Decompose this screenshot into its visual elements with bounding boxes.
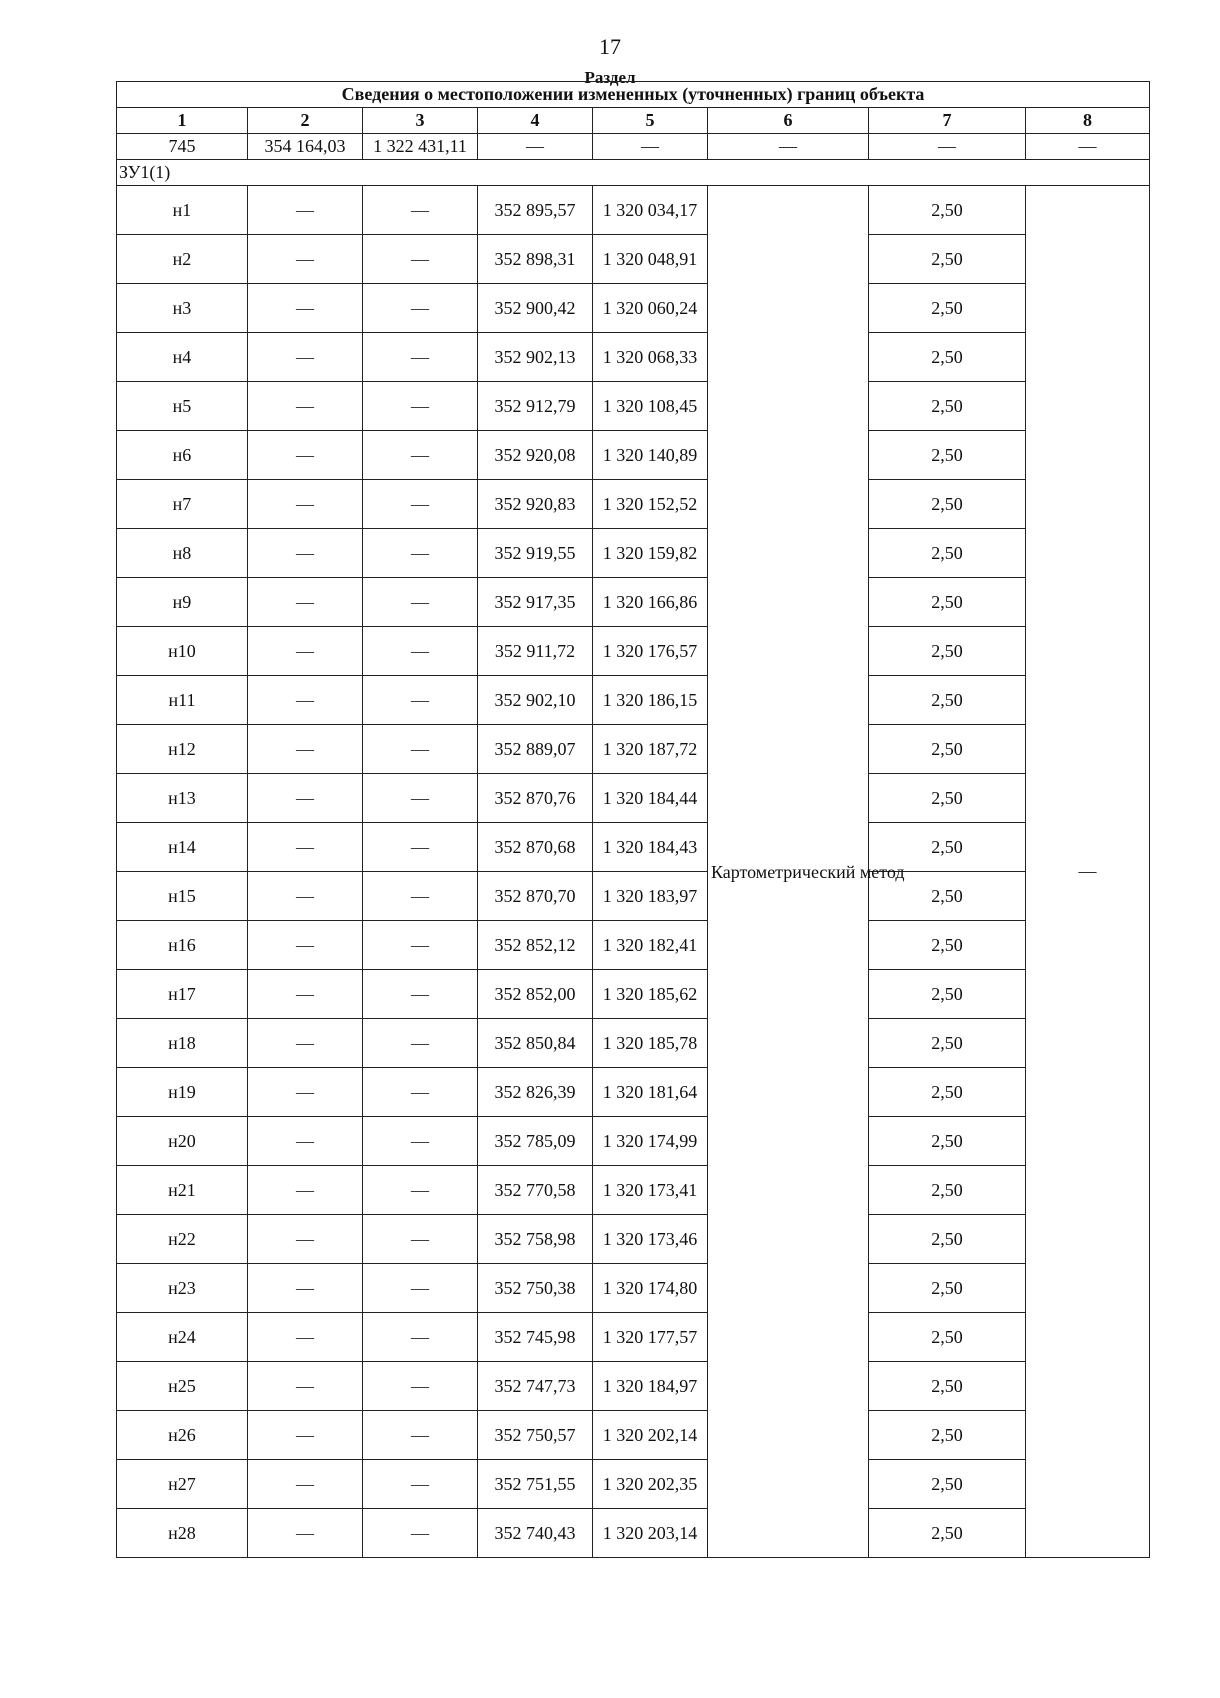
parcel-label: ЗУ1(1) — [117, 160, 1150, 186]
table-row — [117, 970, 1150, 1019]
accuracy-cell: 2,50 — [869, 970, 1026, 1019]
coord-y-cell: 1 320 181,64 — [593, 1068, 708, 1117]
old-x-cell: — — [248, 970, 363, 1019]
old-x-cell: — — [248, 480, 363, 529]
coord-y-cell: 1 320 184,43 — [593, 823, 708, 872]
old-x-cell: — — [248, 1362, 363, 1411]
old-x-cell: — — [248, 1313, 363, 1362]
old-y-cell: — — [363, 1460, 478, 1509]
accuracy-cell: 2,50 — [869, 1313, 1026, 1362]
coord-x-cell: 352 900,42 — [478, 284, 593, 333]
accuracy-cell: 2,50 — [869, 284, 1026, 333]
coord-y-cell: 1 320 060,24 — [593, 284, 708, 333]
table-cell: — — [478, 134, 593, 160]
old-x-cell: — — [248, 333, 363, 382]
table-row — [117, 872, 1150, 921]
coord-x-cell: 352 785,09 — [478, 1117, 593, 1166]
coord-y-cell: 1 320 187,72 — [593, 725, 708, 774]
old-y-cell: — — [363, 529, 478, 578]
table-row — [117, 1166, 1150, 1215]
table-row — [117, 1362, 1150, 1411]
old-x-cell: — — [248, 774, 363, 823]
old-y-cell: — — [363, 676, 478, 725]
point-name-cell: н18 — [117, 1019, 248, 1068]
old-y-cell: — — [363, 1313, 478, 1362]
point-name-cell: н17 — [117, 970, 248, 1019]
table-row — [117, 1117, 1150, 1166]
coord-x-cell: 352 902,10 — [478, 676, 593, 725]
old-x-cell: — — [248, 1068, 363, 1117]
accuracy-cell: 2,50 — [869, 1362, 1026, 1411]
section-heading-cut: Раздел — [584, 68, 636, 87]
table-row — [117, 1068, 1150, 1117]
old-x-cell: — — [248, 529, 363, 578]
old-y-cell: — — [363, 921, 478, 970]
coord-y-cell: 1 320 159,82 — [593, 529, 708, 578]
table-caption-row — [117, 82, 1150, 108]
table-row — [117, 235, 1150, 284]
table-cell: — — [708, 134, 869, 160]
table-row — [117, 1019, 1150, 1068]
point-name-cell: н3 — [117, 284, 248, 333]
old-y-cell: — — [363, 578, 478, 627]
coord-y-cell: 1 320 176,57 — [593, 627, 708, 676]
point-name-cell: н13 — [117, 774, 248, 823]
accuracy-cell: 2,50 — [869, 774, 1026, 823]
accuracy-cell: 2,50 — [869, 725, 1026, 774]
old-y-cell: — — [363, 235, 478, 284]
accuracy-cell: 2,50 — [869, 578, 1026, 627]
old-x-cell: — — [248, 1117, 363, 1166]
accuracy-cell: 2,50 — [869, 480, 1026, 529]
column-number: 5 — [593, 108, 708, 134]
coord-x-cell: 352 917,35 — [478, 578, 593, 627]
point-name-cell: н4 — [117, 333, 248, 382]
table-row — [117, 774, 1150, 823]
table-row — [117, 1509, 1150, 1558]
old-y-cell: — — [363, 1264, 478, 1313]
old-y-cell: — — [363, 1362, 478, 1411]
coord-y-cell: 1 320 166,86 — [593, 578, 708, 627]
coord-x-cell: 352 911,72 — [478, 627, 593, 676]
old-x-cell: — — [248, 1509, 363, 1558]
column-number: 3 — [363, 108, 478, 134]
table-row — [117, 480, 1150, 529]
point-name-cell: н25 — [117, 1362, 248, 1411]
old-y-cell: — — [363, 1117, 478, 1166]
table-row — [117, 333, 1150, 382]
column-number: 7 — [869, 108, 1026, 134]
old-x-cell: — — [248, 1215, 363, 1264]
accuracy-cell: 2,50 — [869, 921, 1026, 970]
coord-y-cell: 1 320 185,62 — [593, 970, 708, 1019]
table-cell: — — [869, 134, 1026, 160]
table-cell: — — [593, 134, 708, 160]
coord-y-cell: 1 320 173,46 — [593, 1215, 708, 1264]
coord-y-cell: 1 320 177,57 — [593, 1313, 708, 1362]
coord-y-cell: 1 320 174,80 — [593, 1264, 708, 1313]
old-y-cell: — — [363, 1411, 478, 1460]
point-name-cell: н20 — [117, 1117, 248, 1166]
old-y-cell: — — [363, 333, 478, 382]
point-name-cell: н9 — [117, 578, 248, 627]
old-y-cell: — — [363, 431, 478, 480]
point-name-cell: н19 — [117, 1068, 248, 1117]
table-cell: — — [1026, 134, 1150, 160]
column-8-cell: — — [1026, 186, 1150, 1558]
accuracy-cell: 2,50 — [869, 1264, 1026, 1313]
old-y-cell: — — [363, 284, 478, 333]
column-number: 2 — [248, 108, 363, 134]
accuracy-cell: 2,50 — [869, 1460, 1026, 1509]
point-name-cell: н12 — [117, 725, 248, 774]
table-row — [117, 921, 1150, 970]
column-number: 1 — [117, 108, 248, 134]
coord-x-cell: 352 912,79 — [478, 382, 593, 431]
table-row — [117, 823, 1150, 872]
old-y-cell: — — [363, 1509, 478, 1558]
old-x-cell: — — [248, 431, 363, 480]
old-x-cell: — — [248, 823, 363, 872]
point-name-cell: н22 — [117, 1215, 248, 1264]
coord-x-cell: 352 870,76 — [478, 774, 593, 823]
coord-x-cell: 352 870,68 — [478, 823, 593, 872]
accuracy-cell: 2,50 — [869, 333, 1026, 382]
table-row — [117, 676, 1150, 725]
coord-x-cell: 352 750,57 — [478, 1411, 593, 1460]
coord-y-cell: 1 320 034,17 — [593, 186, 708, 235]
old-y-cell: — — [363, 774, 478, 823]
point-name-cell: н14 — [117, 823, 248, 872]
coord-x-cell: 352 920,83 — [478, 480, 593, 529]
point-name-cell: н16 — [117, 921, 248, 970]
old-y-cell: — — [363, 823, 478, 872]
accuracy-cell: 2,50 — [869, 1068, 1026, 1117]
accuracy-cell: 2,50 — [869, 872, 1026, 921]
coord-x-cell: 352 889,07 — [478, 725, 593, 774]
table-row — [117, 186, 1150, 235]
coord-x-cell: 352 758,98 — [478, 1215, 593, 1264]
accuracy-cell: 2,50 — [869, 1019, 1026, 1068]
coord-x-cell: 352 852,12 — [478, 921, 593, 970]
coord-x-cell: 352 770,58 — [478, 1166, 593, 1215]
point-name-cell: н26 — [117, 1411, 248, 1460]
old-x-cell: — — [248, 1264, 363, 1313]
column-number: 4 — [478, 108, 593, 134]
coord-y-cell: 1 320 174,99 — [593, 1117, 708, 1166]
old-x-cell: — — [248, 676, 363, 725]
coord-x-cell: 352 902,13 — [478, 333, 593, 382]
coord-y-cell: 1 320 140,89 — [593, 431, 708, 480]
table-row — [117, 1215, 1150, 1264]
coord-x-cell: 352 920,08 — [478, 431, 593, 480]
coord-x-cell: 352 870,70 — [478, 872, 593, 921]
old-x-cell: — — [248, 1166, 363, 1215]
old-y-cell: — — [363, 970, 478, 1019]
old-x-cell: — — [248, 1460, 363, 1509]
accuracy-cell: 2,50 — [869, 1166, 1026, 1215]
old-x-cell: — — [248, 627, 363, 676]
table-row — [117, 284, 1150, 333]
coord-x-cell: 352 747,73 — [478, 1362, 593, 1411]
accuracy-cell: 2,50 — [869, 382, 1026, 431]
accuracy-cell: 2,50 — [869, 627, 1026, 676]
table-row — [117, 382, 1150, 431]
coord-y-cell: 1 320 186,15 — [593, 676, 708, 725]
old-x-cell: — — [248, 1411, 363, 1460]
table-row — [117, 627, 1150, 676]
accuracy-cell: 2,50 — [869, 529, 1026, 578]
coord-x-cell: 352 850,84 — [478, 1019, 593, 1068]
table-cell: 745 — [117, 134, 248, 160]
accuracy-cell: 2,50 — [869, 823, 1026, 872]
column-number-row — [117, 108, 1150, 134]
coord-y-cell: 1 320 184,44 — [593, 774, 708, 823]
old-y-cell: — — [363, 872, 478, 921]
table-row — [117, 1460, 1150, 1509]
old-y-cell: — — [363, 186, 478, 235]
old-y-cell: — — [363, 382, 478, 431]
point-name-cell: н11 — [117, 676, 248, 725]
table-row — [117, 1264, 1150, 1313]
coord-y-cell: 1 320 202,14 — [593, 1411, 708, 1460]
coord-y-cell: 1 320 202,35 — [593, 1460, 708, 1509]
point-name-cell: н28 — [117, 1509, 248, 1558]
coord-x-cell: 352 895,57 — [478, 186, 593, 235]
old-x-cell: — — [248, 921, 363, 970]
old-x-cell: — — [248, 872, 363, 921]
table-row — [117, 1411, 1150, 1460]
coord-x-cell: 352 919,55 — [478, 529, 593, 578]
table-row — [117, 578, 1150, 627]
previous-point-row — [117, 134, 1150, 160]
point-name-cell: н7 — [117, 480, 248, 529]
point-name-cell: н5 — [117, 382, 248, 431]
old-y-cell: — — [363, 1019, 478, 1068]
table-cell: 354 164,03 — [248, 134, 363, 160]
coord-y-cell: 1 320 182,41 — [593, 921, 708, 970]
accuracy-cell: 2,50 — [869, 676, 1026, 725]
accuracy-cell: 2,50 — [869, 1509, 1026, 1558]
accuracy-cell: 2,50 — [869, 1117, 1026, 1166]
coord-y-cell: 1 320 173,41 — [593, 1166, 708, 1215]
coord-y-cell: 1 320 108,45 — [593, 382, 708, 431]
table-cell: 1 322 431,11 — [363, 134, 478, 160]
coord-x-cell: 352 751,55 — [478, 1460, 593, 1509]
point-name-cell: н21 — [117, 1166, 248, 1215]
old-y-cell: — — [363, 627, 478, 676]
coord-y-cell: 1 320 152,52 — [593, 480, 708, 529]
method-cell: Картометрический метод — [708, 186, 869, 1558]
boundary-table — [116, 81, 1150, 1558]
table-row — [117, 431, 1150, 480]
coord-y-cell: 1 320 048,91 — [593, 235, 708, 284]
page-number: 17 — [599, 34, 621, 59]
accuracy-cell: 2,50 — [869, 186, 1026, 235]
old-x-cell: — — [248, 578, 363, 627]
coord-x-cell: 352 852,00 — [478, 970, 593, 1019]
point-name-cell: н8 — [117, 529, 248, 578]
old-y-cell: — — [363, 725, 478, 774]
accuracy-cell: 2,50 — [869, 235, 1026, 284]
old-y-cell: — — [363, 1068, 478, 1117]
accuracy-cell: 2,50 — [869, 431, 1026, 480]
coord-y-cell: 1 320 184,97 — [593, 1362, 708, 1411]
point-name-cell: н24 — [117, 1313, 248, 1362]
table-row — [117, 725, 1150, 774]
coord-y-cell: 1 320 203,14 — [593, 1509, 708, 1558]
accuracy-cell: 2,50 — [869, 1411, 1026, 1460]
column-number: 6 — [708, 108, 869, 134]
old-y-cell: — — [363, 1166, 478, 1215]
parcel-group-row — [117, 160, 1150, 186]
coord-y-cell: 1 320 183,97 — [593, 872, 708, 921]
old-x-cell: — — [248, 284, 363, 333]
coord-x-cell: 352 745,98 — [478, 1313, 593, 1362]
table-row — [117, 1313, 1150, 1362]
point-name-cell: н27 — [117, 1460, 248, 1509]
point-name-cell: н1 — [117, 186, 248, 235]
table-caption: Сведения о местоположении измененных (уточненных) границ объекта — [117, 82, 1150, 108]
coord-x-cell: 352 750,38 — [478, 1264, 593, 1313]
coord-y-cell: 1 320 185,78 — [593, 1019, 708, 1068]
point-name-cell: н15 — [117, 872, 248, 921]
old-x-cell: — — [248, 382, 363, 431]
old-x-cell: — — [248, 1019, 363, 1068]
column-number: 8 — [1026, 108, 1150, 134]
coord-x-cell: 352 826,39 — [478, 1068, 593, 1117]
coord-x-cell: 352 898,31 — [478, 235, 593, 284]
point-name-cell: н6 — [117, 431, 248, 480]
point-name-cell: н23 — [117, 1264, 248, 1313]
old-y-cell: — — [363, 1215, 478, 1264]
coord-x-cell: 352 740,43 — [478, 1509, 593, 1558]
coord-y-cell: 1 320 068,33 — [593, 333, 708, 382]
point-name-cell: н10 — [117, 627, 248, 676]
old-x-cell: — — [248, 186, 363, 235]
point-name-cell: н2 — [117, 235, 248, 284]
old-x-cell: — — [248, 725, 363, 774]
table-row — [117, 529, 1150, 578]
accuracy-cell: 2,50 — [869, 1215, 1026, 1264]
old-x-cell: — — [248, 235, 363, 284]
old-y-cell: — — [363, 480, 478, 529]
